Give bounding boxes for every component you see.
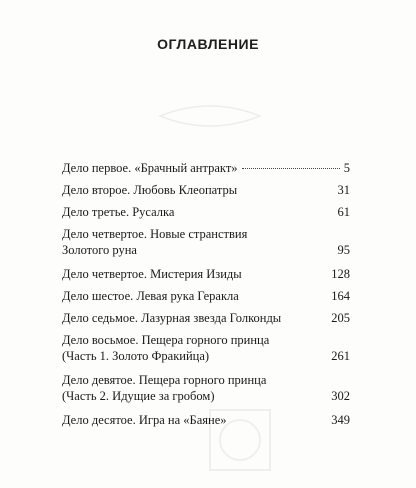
toc-entry [62,266,350,288]
toc-entry-page: 164 [331,289,350,303]
show-through-seal [200,400,280,480]
toc-entry-page: 302 [331,389,350,403]
toc-entry-page: 61 [337,205,350,219]
toc-entry-title-line-2: (Часть 1. Золото Фракийца) [62,349,210,363]
toc-entry-page: 349 [331,413,350,427]
toc-entry-title-line-1: Дело девятое. Пещера горного принца [62,373,267,387]
toc-entry-page: 95 [337,243,350,257]
toc-entry-page: 5 [343,161,350,175]
dot-leader [242,168,340,169]
toc-entry-title-line-1: Дело четвертое. Новые странствия [62,227,248,241]
toc-entry-title: Дело третье. Русалка [62,205,175,219]
toc-entry-title: Дело седьмое. Лазурная звезда Голконды [62,311,282,325]
toc-entry-page: 205 [331,311,350,325]
toc-entry [62,204,350,226]
toc-entry-page: 31 [337,183,350,197]
toc-entry-title-line-2: (Часть 2. Идущие за гробом) [62,389,215,403]
toc-entry-page: 261 [331,349,350,363]
toc-entry [62,332,350,372]
toc-entry-title: Дело второе. Любовь Клеопатры [62,183,238,197]
show-through-ornament [150,96,270,136]
toc-entry [62,226,350,266]
toc-entry [62,160,350,182]
toc-heading: ОГЛАВЛЕНИЕ [157,36,259,52]
toc-entry-title: Дело шестое. Левая рука Геракла [62,289,239,303]
toc-list [62,160,350,434]
toc-entry-title: Дело первое. «Брачный антракт» [62,161,238,175]
toc-entry-title: Дело четвертое. Мистерия Изиды [62,267,242,281]
toc-entry-page: 128 [331,267,350,281]
toc-entry [62,182,350,204]
toc-entry-title-line-1: Дело восьмое. Пещера горного принца [62,333,270,347]
toc-entry-title: Дело десятое. Игра на «Баяне» [62,413,227,427]
toc-entry [62,288,350,310]
toc-entry [62,310,350,332]
toc-entry-title-line-2: Золотого руна [62,243,137,257]
